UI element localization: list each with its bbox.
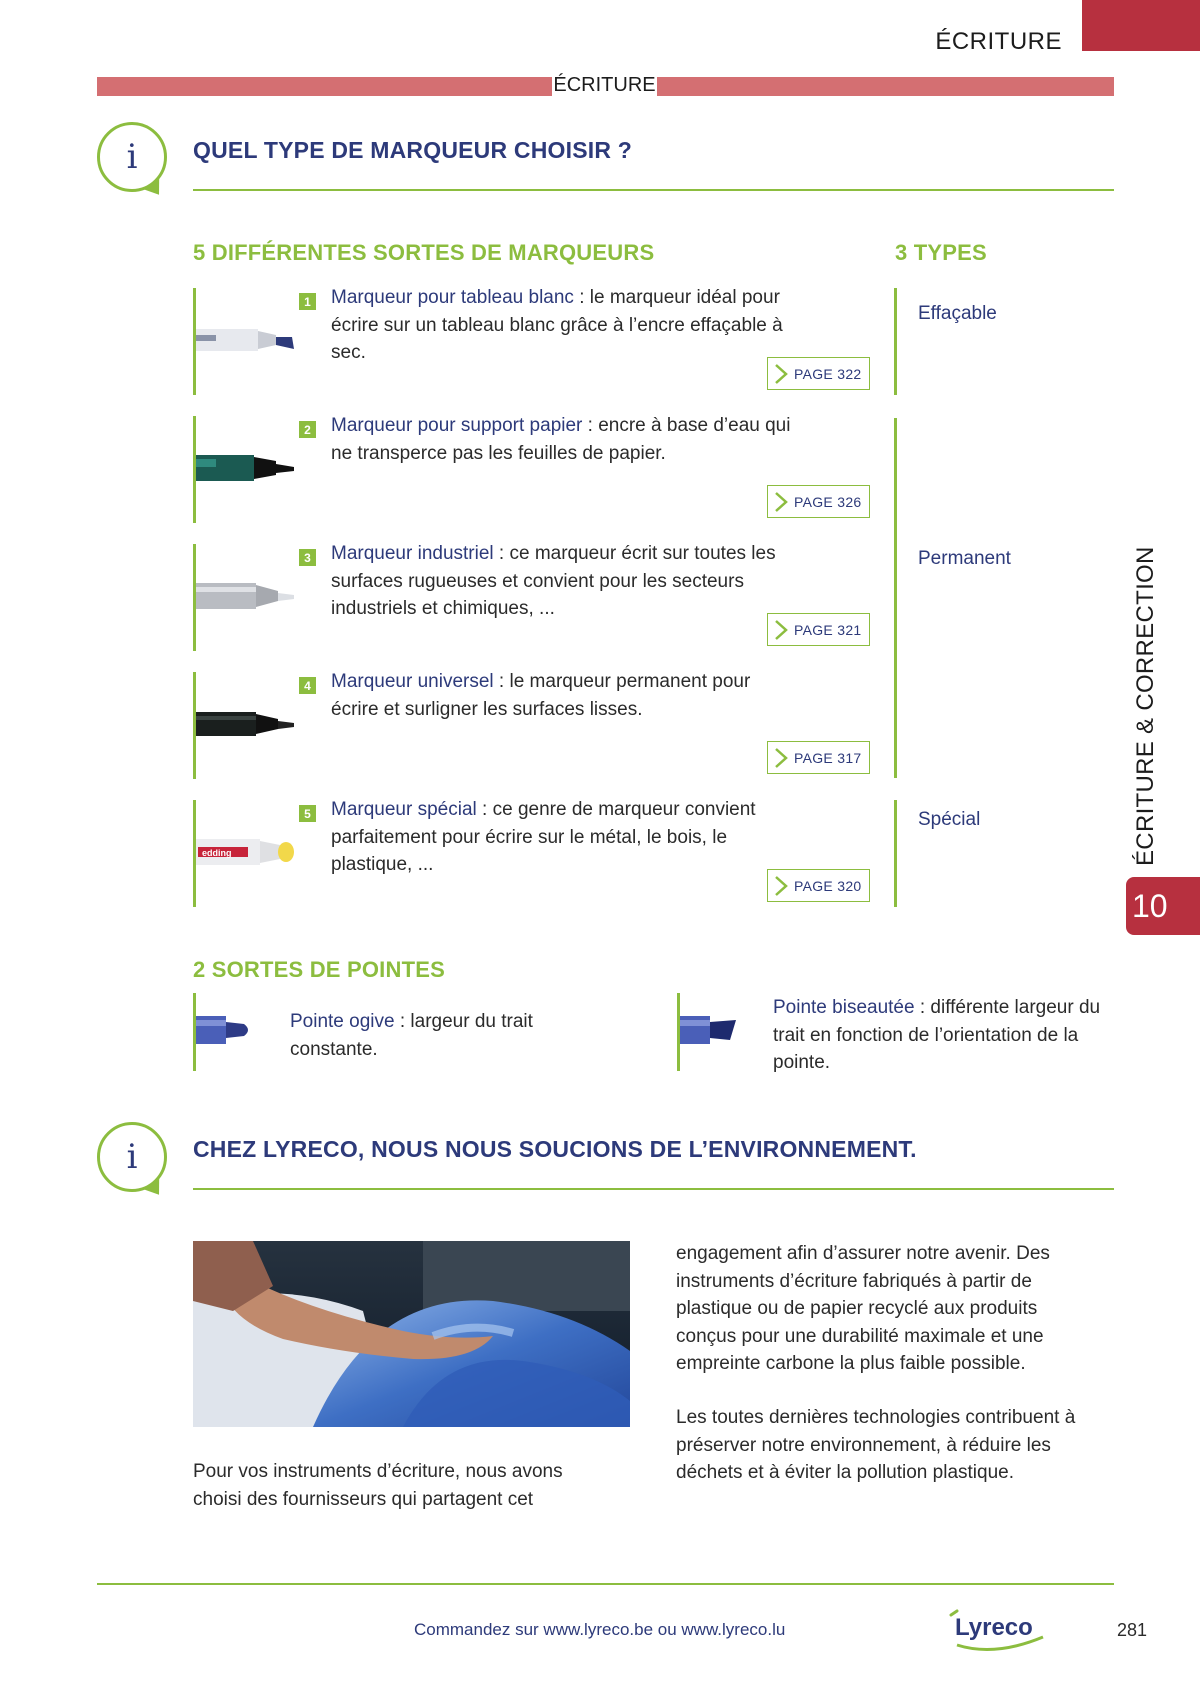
chevron-right-icon [768,614,794,645]
env-para-right-1: engagement afin d’assurer notre avenir. Des instruments d’écriture fabriqués à partir de plastique ou de papier recyclé aux produits conçus pour une durabilité maximale et une empreinte carbone la plus faible possible. [676,1243,1050,1374]
page-link-label: PAGE 321 [794,621,862,638]
marker-text: encre à base d’eau qui ne transperce pas les feuilles de papier. [331,415,791,464]
page-link-label: PAGE 317 [794,749,862,766]
tip-bullet-desc: Pointe ogive : largeur du trait constante. [290,1011,533,1060]
page-link-button[interactable] [767,869,870,902]
marker-description: Marqueur spécial : ce genre de marqueur convient parfaitement pour écrire sur le métal, le bois, le plastique, ... [331,799,756,875]
types-line-permanent [894,418,897,778]
info-icon: i [97,122,167,192]
marker-text: ce marqueur écrit sur toutes les surfaces rugueuses et convient pour les secteurs industriels et chimiques, ... [331,543,776,619]
page-number: 281 [1117,1620,1148,1640]
types-heading: 3 TYPES [895,240,987,265]
marker-name: Marqueur pour tableau blanc [331,287,574,308]
marker-number-badge: 1 [299,293,316,310]
lyreco-logo [945,1607,1045,1660]
page-link-label: PAGE 326 [794,493,862,510]
info-icon-environment: i [97,1122,167,1192]
chevron-right-icon [768,742,794,773]
header-chapter-label: ÉCRITURE [935,28,1062,55]
marker-description: Marqueur pour tableau blanc : le marqueur idéal pour écrire sur un tableau blanc grâce à l’encre effaçable à sec. [331,287,783,363]
env-para-left: Pour vos instruments d’écriture, nous avons choisi des fournisseurs qui partagent cet [193,1461,563,1510]
marker-number-badge: 4 [299,677,316,694]
footer-order-text: Commandez sur www.lyreco.be ou www.lyreco.lu [414,1620,786,1639]
section-rule [193,189,1114,191]
env-para-right-2: Les toutes dernières technologies contribuent à préserver notre environnement, à réduire les déchets et à éviter la pollution plastique. [676,1407,1076,1483]
type-special: Spécial [918,809,981,830]
markers-heading: 5 DIFFÉRENTES SORTES DE MARQUEURS [193,240,655,265]
header-bar-left [97,77,552,96]
marker-name: Marqueur industriel [331,543,494,564]
recycled-plastic-photo-icon [193,1241,630,1427]
page-link-button[interactable] [767,485,870,518]
whiteboard-marker-icon [196,315,296,365]
page-link-button[interactable] [767,613,870,646]
industrial-marker-icon [196,571,296,621]
header-bar-label: ÉCRITURE [553,74,656,96]
section-title-environment: CHEZ LYRECO, NOUS NOUS SOUCIONS DE L’ENVIRONNEMENT. [193,1136,917,1162]
marker-name: Marqueur pour support papier [331,415,583,436]
header-bar-right [657,77,1114,96]
special-marker-icon [196,827,296,877]
types-line-erasable [894,288,897,395]
marker-name: Marqueur spécial [331,799,477,820]
chevron-right-icon [768,358,794,389]
tips-heading: 2 SORTES DE POINTES [193,957,445,982]
type-permanent: Permanent [918,548,1011,569]
marker-text: le marqueur permanent pour écrire et surligner les surfaces lisses. [331,671,751,720]
page-link-label: PAGE 320 [794,877,862,894]
marker-number-badge: 2 [299,421,316,438]
marker-number-badge: 5 [299,805,316,822]
side-tab-number: 10 [1126,877,1200,935]
svg-text:Lyreco: Lyreco [955,1614,1033,1641]
marker-text: ce genre de marqueur convient parfaitement pour écrire sur le métal, le bois, le plastique, ... [331,799,756,875]
page-link-label: PAGE 322 [794,365,862,382]
bullet-tip-icon [196,1010,258,1050]
universal-marker-icon [196,699,296,749]
section-title-marker-choice: QUEL TYPE DE MARQUEUR CHOISIR ? [193,137,632,163]
marker-number-badge: 3 [299,549,316,566]
marker-name: Marqueur universel [331,671,494,692]
footer-rule [97,1583,1114,1585]
chevron-right-icon [768,870,794,901]
paper-marker-icon [196,443,296,493]
svg-text:edding: edding [202,848,232,858]
marker-description: Marqueur industriel : ce marqueur écrit sur toutes les surfaces rugueuses et convient pour les secteurs industriels et chimiques, ... [331,543,776,619]
types-line-special [894,800,897,907]
marker-description: Marqueur universel : le marqueur permanent pour écrire et surligner les surfaces lisses. [331,671,751,720]
page-link-button[interactable] [767,741,870,774]
section-rule-environment [193,1188,1114,1190]
chevron-right-icon [768,486,794,517]
type-erasable: Effaçable [918,303,997,324]
marker-text: le marqueur idéal pour écrire sur un tableau blanc grâce à l’encre effaçable à sec. [331,287,783,363]
side-tab-label: ÉCRITURE & CORRECTION [1132,546,1159,866]
marker-description: Marqueur pour support papier : encre à base d’eau qui ne transperce pas les feuilles de papier. [331,415,791,464]
tip-chisel-desc: Pointe biseautée : différente largeur du trait en fonction de l’orientation de la pointe. [773,997,1101,1073]
chisel-tip-icon [680,1010,742,1050]
chapter-corner-tab [1082,0,1200,51]
page-link-button[interactable] [767,357,870,390]
